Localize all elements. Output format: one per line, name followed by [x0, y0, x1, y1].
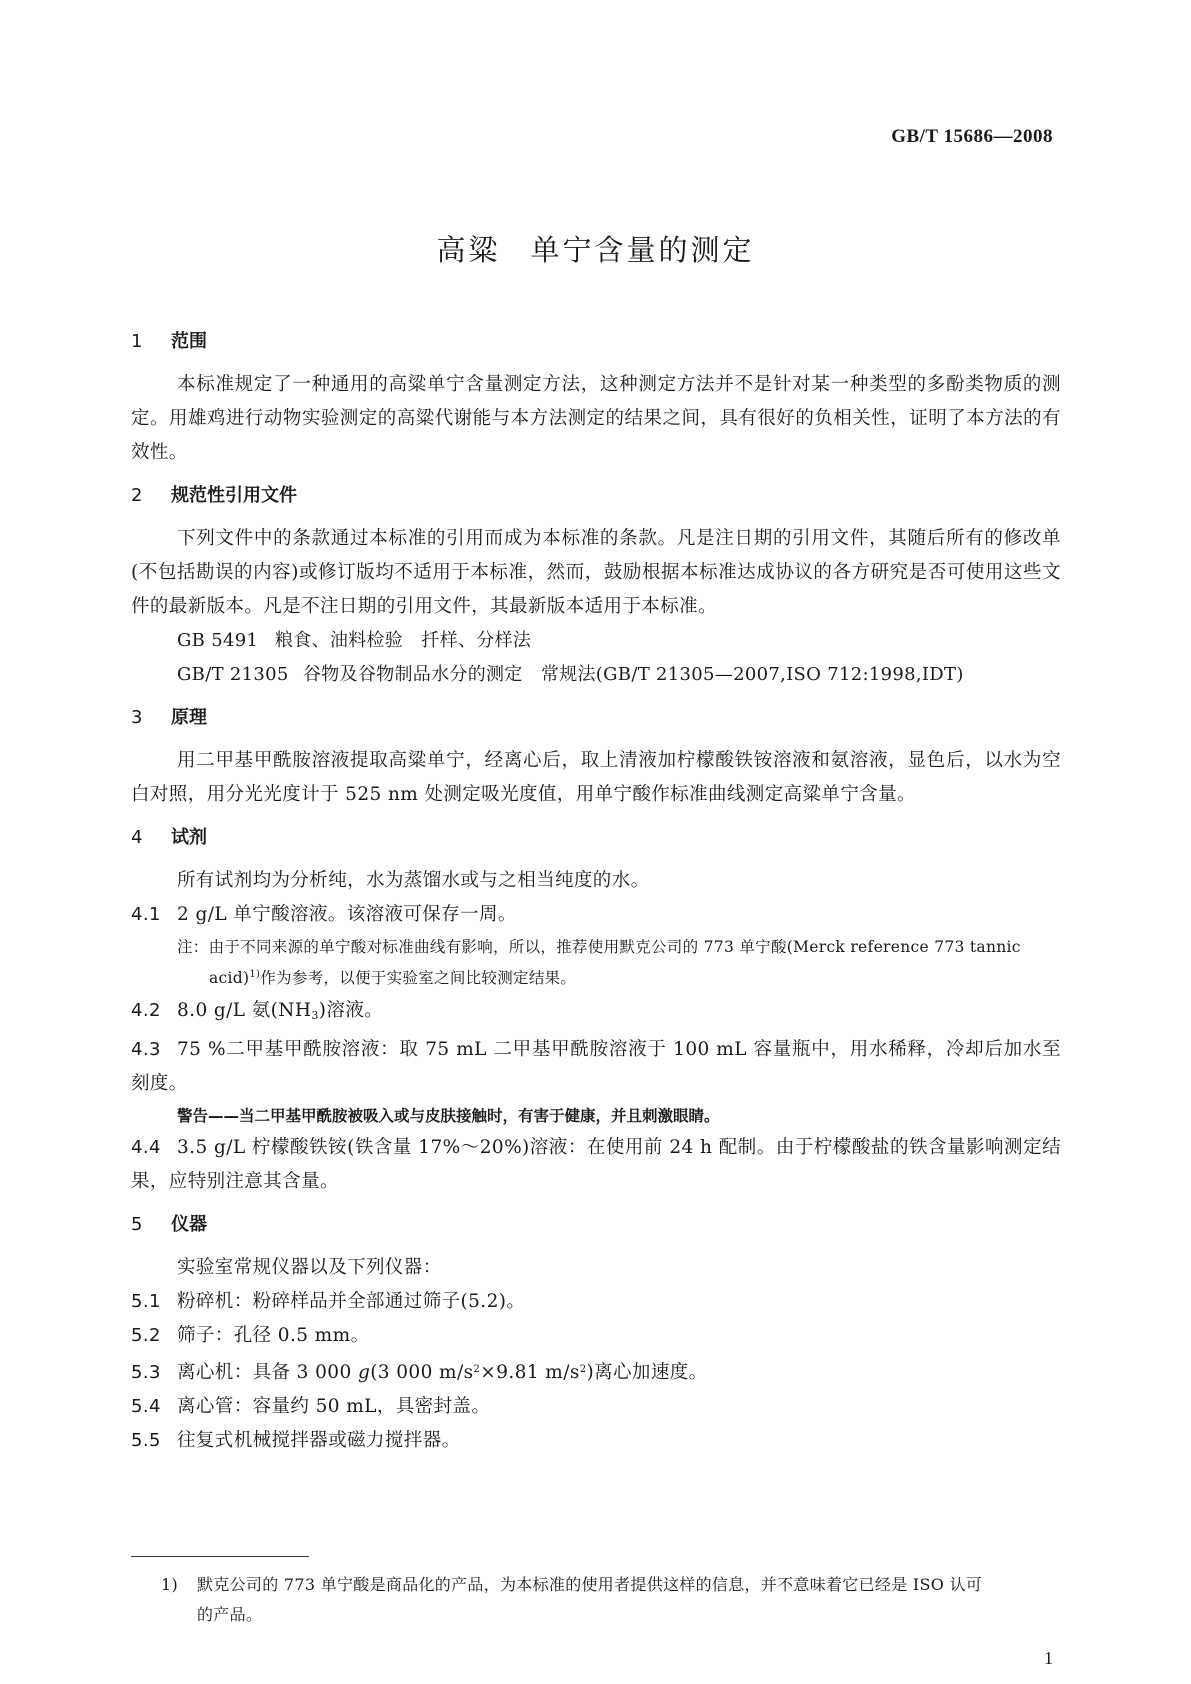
section-heading-principle	[131, 706, 1061, 730]
clause-text-d: )离心加速度。	[586, 1362, 708, 1383]
clause-number: 4.3	[131, 1039, 161, 1060]
clause-5-5	[131, 1424, 1061, 1458]
clause-text: 离心管：容量约 50 mL，具密封盖。	[177, 1396, 491, 1417]
section-number: 5	[131, 1214, 143, 1235]
clause-text: 3.5 g/L 柠檬酸铁铵(铁含量 17%～20%)溶液：在使用前 24 h 配制。由于柠檬酸盐的铁含量影响测定结果，应特别注意其含量。	[131, 1137, 1061, 1192]
clause-text-g: g	[357, 1362, 371, 1383]
clause-text: 粉碎机：粉碎样品并全部通过筛子(5.2)。	[177, 1291, 526, 1312]
clause-4-2	[131, 994, 1061, 1033]
footnote-text-line-1: 默克公司的 773 单宁酸是商品化的产品，为本标准的使用者提供这样的信息，并不意味着它已经是 ISO 认可	[197, 1575, 983, 1594]
note-text-line-2a: acid)	[209, 969, 250, 987]
clause-text-a: 离心机：具备 3 000	[177, 1362, 358, 1383]
superscript: 2	[579, 1364, 587, 1375]
clause-number: 5.1	[131, 1291, 161, 1312]
clause-4-3	[131, 1033, 1061, 1101]
section-number: 4	[131, 827, 143, 848]
section-title: 原理	[171, 707, 207, 728]
clause-number: 4.1	[131, 904, 161, 925]
section-title: 规范性引用文件	[171, 485, 297, 506]
section-heading-scope	[131, 330, 1061, 354]
clause-text: 75 %二甲基甲酰胺溶液：取 75 mL 二甲基甲酰胺溶液于 100 mL 容量瓶中，用水稀释，冷却后加水至刻度。	[131, 1039, 1061, 1094]
reagents-intro: 所有试剂均为分析纯，水为蒸馏水或与之相当纯度的水。	[177, 870, 650, 891]
section-number: 3	[131, 707, 143, 728]
footnote	[161, 1570, 1061, 1630]
clause-text-b: )溶液。	[318, 1000, 384, 1021]
section-heading-normative-references	[131, 484, 1061, 508]
clause-text-a: 8.0 g/L 氨(NH	[177, 1000, 312, 1021]
reference-item	[131, 624, 1061, 658]
clause-number: 4.2	[131, 1000, 161, 1021]
reference-item	[131, 658, 1061, 692]
section-heading-apparatus	[131, 1213, 1061, 1237]
section-heading-reagents	[131, 826, 1061, 850]
subscript: 3	[311, 1009, 319, 1022]
scope-paragraph: 本标准规定了一种通用的高粱单宁含量测定方法，这种测定方法并不是针对某一种类型的多酚类物质的测定。用雄鸡进行动物实验测定的高粱代谢能与本方法测定的结果之间，具有很好的负相关性，证明了本方法的有效性。	[131, 374, 1061, 463]
clause-text-c: ×9.81 m/s	[480, 1362, 580, 1383]
note-label: 注：	[177, 938, 209, 956]
clause-text-b: (3 000 m/s	[370, 1362, 474, 1383]
references-paragraph: 下列文件中的条款通过本标准的引用而成为本标准的条款。凡是注日期的引用文件，其随后所有的修改单(不包括勘误的内容)或修订版均不适用于本标准，然而，鼓励根据本标准达成协议的各方研究是否可使用这些文件的最新版本。凡是不注日期的引用文件，其最新版本适用于本标准。	[131, 528, 1061, 617]
footnote-mark: 1)	[161, 1575, 179, 1594]
clause-5-1	[131, 1285, 1061, 1319]
reference-text: 粮食、油料检验 扦样、分样法	[275, 630, 532, 651]
reference-text: 谷物及谷物制品水分的测定 常规法(GB/T 21305—2007,ISO 712:1998,IDT)	[303, 664, 964, 685]
footnote-reference: 1)	[249, 969, 261, 980]
clause-4-1	[131, 898, 1061, 932]
section-title: 仪器	[171, 1214, 207, 1235]
standard-number: GB/T 15686—2008	[891, 126, 1053, 147]
clause-5-3	[131, 1353, 1061, 1390]
clause-number: 4.4	[131, 1137, 161, 1158]
clause-text: 往复式机械搅拌器或磁力搅拌器。	[177, 1430, 461, 1451]
clause-number: 5.2	[131, 1325, 161, 1346]
clause-number: 5.4	[131, 1396, 161, 1417]
superscript: 2	[473, 1364, 481, 1375]
title-part-2: 单宁含量的测定	[530, 233, 755, 267]
reference-code: GB 5491	[177, 630, 259, 651]
clause-text: 2 g/L 单宁酸溶液。该溶液可保存一周。	[177, 904, 517, 925]
document-title	[0, 228, 1191, 269]
clause-number: 5.3	[131, 1362, 161, 1383]
clause-5-4	[131, 1390, 1061, 1424]
warning-text: 警告——当二甲基甲酰胺被吸入或与皮肤接触时，有害于健康，并且刺激眼睛。	[177, 1107, 720, 1125]
footnote-text-line-2: 的产品。	[197, 1605, 263, 1624]
principle-paragraph: 用二甲基甲酰胺溶液提取高粱单宁，经离心后，取上清液加柠檬酸铁铵溶液和氨溶液，显色后，以水为空白对照，用分光光度计于 525 nm 处测定吸光度值，用单宁酸作标准曲线测定高粱单宁含量。	[131, 750, 1061, 805]
clause-number: 5.5	[131, 1430, 161, 1451]
page-number: 1	[1044, 1648, 1053, 1668]
note	[131, 934, 1061, 992]
section-number: 2	[131, 485, 143, 506]
clause-4-4	[131, 1131, 1061, 1199]
section-title: 试剂	[171, 827, 207, 848]
reference-code: GB/T 21305	[177, 664, 289, 685]
apparatus-intro: 实验室常规仪器以及下列仪器：	[177, 1257, 442, 1278]
clause-text: 筛子：孔径 0.5 mm。	[177, 1325, 370, 1346]
section-title: 范围	[171, 331, 207, 352]
clause-5-2	[131, 1319, 1061, 1353]
main-content	[131, 330, 1061, 1458]
footnote-divider	[131, 1556, 309, 1557]
note-text-line-1: 由于不同来源的单宁酸对标准曲线有影响，所以，推荐使用默克公司的 773 单宁酸(Merck reference 773 tannic	[208, 938, 1021, 956]
section-number: 1	[131, 331, 143, 352]
note-text-line-2b: 作为参考，以便于实验室之间比较测定结果。	[260, 969, 577, 987]
title-part-1: 高粱	[436, 233, 501, 267]
